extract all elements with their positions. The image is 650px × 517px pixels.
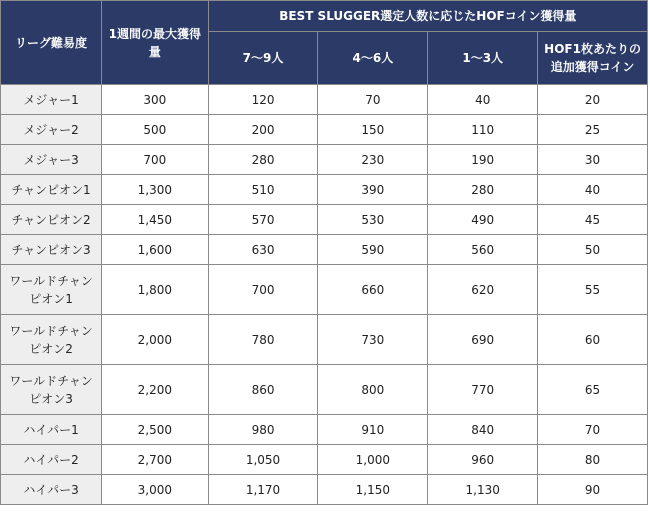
value-cell: 2,000 [102, 315, 209, 365]
league-cell: チャンピオン2 [1, 205, 102, 235]
value-cell: 510 [208, 175, 318, 205]
value-cell: 190 [428, 145, 538, 175]
value-cell: 150 [318, 115, 428, 145]
value-cell: 3,000 [102, 475, 209, 505]
value-cell: 1,000 [318, 445, 428, 475]
value-cell: 690 [428, 315, 538, 365]
value-cell: 1,170 [208, 475, 318, 505]
league-cell: ハイパー2 [1, 445, 102, 475]
table-row [1, 175, 648, 205]
table-row [1, 365, 648, 415]
value-cell: 40 [428, 85, 538, 115]
value-cell: 2,500 [102, 415, 209, 445]
table-row [1, 415, 648, 445]
value-cell: 560 [428, 235, 538, 265]
value-cell: 70 [538, 415, 648, 445]
value-cell: 700 [102, 145, 209, 175]
value-cell: 1,600 [102, 235, 209, 265]
table-row [1, 235, 648, 265]
header-weekly-max: 1週間の最大獲得量 [102, 1, 209, 85]
value-cell: 530 [318, 205, 428, 235]
value-cell: 90 [538, 475, 648, 505]
table-row [1, 115, 648, 145]
league-cell: チャンピオン3 [1, 235, 102, 265]
value-cell: 980 [208, 415, 318, 445]
value-cell: 1,800 [102, 265, 209, 315]
table-row [1, 445, 648, 475]
table-row [1, 85, 648, 115]
table-row [1, 475, 648, 505]
value-cell: 770 [428, 365, 538, 415]
header-hof-bonus: HOF1枚あたりの追加獲得コイン [538, 32, 648, 85]
value-cell: 25 [538, 115, 648, 145]
value-cell: 280 [208, 145, 318, 175]
value-cell: 1,150 [318, 475, 428, 505]
value-cell: 65 [538, 365, 648, 415]
header-7-9: 7〜9人 [208, 32, 318, 85]
value-cell: 1,450 [102, 205, 209, 235]
value-cell: 30 [538, 145, 648, 175]
table-row [1, 315, 648, 365]
league-cell: メジャー1 [1, 85, 102, 115]
table-row [1, 265, 648, 315]
value-cell: 280 [428, 175, 538, 205]
value-cell: 80 [538, 445, 648, 475]
table-body [1, 85, 648, 505]
value-cell: 40 [538, 175, 648, 205]
value-cell: 800 [318, 365, 428, 415]
value-cell: 120 [208, 85, 318, 115]
value-cell: 2,700 [102, 445, 209, 475]
value-cell: 50 [538, 235, 648, 265]
value-cell: 2,200 [102, 365, 209, 415]
value-cell: 1,050 [208, 445, 318, 475]
value-cell: 1,130 [428, 475, 538, 505]
league-cell: ワールドチャンピオン3 [1, 365, 102, 415]
value-cell: 780 [208, 315, 318, 365]
league-cell: ハイパー1 [1, 415, 102, 445]
value-cell: 20 [538, 85, 648, 115]
value-cell: 910 [318, 415, 428, 445]
value-cell: 660 [318, 265, 428, 315]
value-cell: 110 [428, 115, 538, 145]
header-1-3: 1〜3人 [428, 32, 538, 85]
table-row [1, 205, 648, 235]
value-cell: 490 [428, 205, 538, 235]
value-cell: 630 [208, 235, 318, 265]
header-4-6: 4〜6人 [318, 32, 428, 85]
value-cell: 700 [208, 265, 318, 315]
value-cell: 70 [318, 85, 428, 115]
league-cell: ワールドチャンピオン2 [1, 315, 102, 365]
value-cell: 570 [208, 205, 318, 235]
value-cell: 960 [428, 445, 538, 475]
value-cell: 45 [538, 205, 648, 235]
value-cell: 1,300 [102, 175, 209, 205]
value-cell: 860 [208, 365, 318, 415]
value-cell: 55 [538, 265, 648, 315]
value-cell: 200 [208, 115, 318, 145]
header-league: リーグ難易度 [1, 1, 102, 85]
value-cell: 620 [428, 265, 538, 315]
league-cell: メジャー2 [1, 115, 102, 145]
league-cell: メジャー3 [1, 145, 102, 175]
league-cell: ハイパー3 [1, 475, 102, 505]
value-cell: 730 [318, 315, 428, 365]
value-cell: 60 [538, 315, 648, 365]
value-cell: 840 [428, 415, 538, 445]
value-cell: 300 [102, 85, 209, 115]
value-cell: 230 [318, 145, 428, 175]
header-coin-group: BEST SLUGGER選定人数に応じたHOFコイン獲得量 [208, 1, 647, 32]
value-cell: 590 [318, 235, 428, 265]
table-row [1, 145, 648, 175]
league-cell: ワールドチャンピオン1 [1, 265, 102, 315]
value-cell: 390 [318, 175, 428, 205]
value-cell: 500 [102, 115, 209, 145]
league-cell: チャンピオン1 [1, 175, 102, 205]
